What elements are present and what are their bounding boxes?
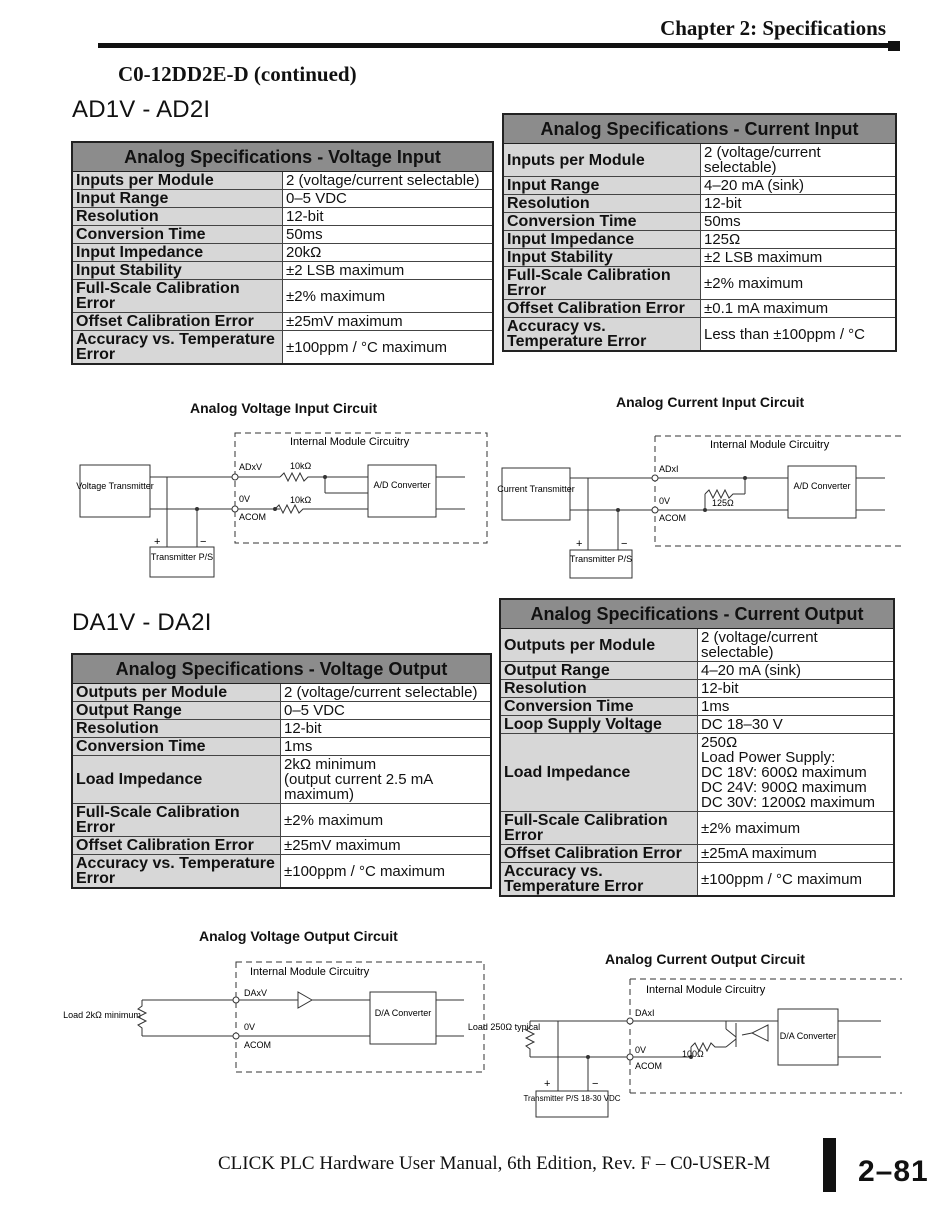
spec-value: 50ms: [701, 213, 897, 231]
spec-label: Resolution: [500, 680, 698, 698]
spec-label: Conversion Time: [503, 213, 701, 231]
spec-value: DC 18–30 V: [698, 716, 895, 734]
spec-value: 2 (voltage/current selectable): [698, 629, 895, 662]
spec-value: 12-bit: [701, 195, 897, 213]
vin-plus: +: [154, 536, 161, 548]
spec-value: ±100ppm / °C maximum: [698, 863, 895, 897]
spec-table-row: [500, 734, 894, 812]
current-input-spec-table: [502, 113, 897, 352]
spec-value: 0–5 VDC: [283, 190, 494, 208]
spec-table-row: [503, 300, 896, 318]
current-output-spec-table: [499, 598, 895, 897]
spec-table-row: [72, 244, 493, 262]
spec-label: Conversion Time: [72, 738, 281, 756]
vout-term-acom: ACOM: [244, 1040, 271, 1050]
cout-term-0v: 0V: [635, 1045, 647, 1055]
spec-table-title: Analog Specifications - Voltage Output: [72, 654, 491, 684]
spec-table-row: [72, 684, 491, 702]
vin-term-0v: 0V: [239, 494, 251, 504]
page-number-bar: [823, 1138, 836, 1192]
spec-label: Offset Calibration Error: [72, 313, 283, 331]
cin-term-0v: 0V: [659, 496, 671, 506]
spec-value: ±2 LSB maximum: [283, 262, 494, 280]
voltage-input-circuit-title: Analog Voltage Input Circuit: [190, 400, 378, 416]
vin-r1-label: 10kΩ: [290, 461, 312, 471]
cout-term-daxi: DAxI: [635, 1008, 655, 1018]
spec-value: 250Ω Load Power Supply: DC 18V: 600Ω maximum DC 24V: 900Ω maximum DC 30V: 1200Ω maximum: [698, 734, 895, 812]
spec-table-title: Analog Specifications - Current Input: [503, 114, 896, 144]
spec-table-row: [503, 267, 896, 300]
cout-internal-label: Internal Module Circuitry: [646, 984, 766, 996]
spec-value: ±2% maximum: [701, 267, 897, 300]
spec-table-row: [72, 804, 491, 837]
spec-value: Less than ±100ppm / °C: [701, 318, 897, 352]
spec-table-row: [503, 213, 896, 231]
cin-source-label: Current Transmitter: [497, 484, 575, 494]
cout-plus: +: [544, 1078, 551, 1090]
spec-value: 0–5 VDC: [281, 702, 492, 720]
header-rule-end: [888, 41, 900, 51]
spec-label: Accuracy vs. Temperature Error: [503, 318, 701, 352]
vout-internal-label: Internal Module Circuitry: [250, 966, 370, 978]
spec-value: 12-bit: [283, 208, 494, 226]
spec-table-title: Analog Specifications - Voltage Input: [72, 142, 493, 172]
spec-value: 1ms: [698, 698, 895, 716]
spec-value: 20kΩ: [283, 244, 494, 262]
spec-label: Offset Calibration Error: [72, 837, 281, 855]
spec-label: Inputs per Module: [503, 144, 701, 177]
spec-value: 12-bit: [281, 720, 492, 738]
spec-table-row: [503, 231, 896, 249]
spec-value: 4–20 mA (sink): [698, 662, 895, 680]
vin-term-adxv: ADxV: [239, 462, 263, 472]
spec-label: Resolution: [72, 208, 283, 226]
spec-table-row: [72, 172, 493, 190]
spec-value: 12-bit: [698, 680, 895, 698]
spec-label: Outputs per Module: [72, 684, 281, 702]
spec-label: Output Range: [500, 662, 698, 680]
cout-ps-label: Transmitter P/S 18-30 VDC: [523, 1094, 621, 1103]
spec-label: Accuracy vs. Temperature Error: [500, 863, 698, 897]
spec-table-row: [500, 716, 894, 734]
spec-table-row: [500, 863, 894, 897]
vin-ps-label: Transmitter P/S: [150, 552, 214, 562]
vin-r2-label: 10kΩ: [290, 495, 312, 505]
spec-label: Inputs per Module: [72, 172, 283, 190]
current-input-circuit-title: Analog Current Input Circuit: [616, 394, 805, 410]
spec-table-row: [500, 698, 894, 716]
page-number: 2–81: [858, 1155, 929, 1188]
spec-label: Input Range: [72, 190, 283, 208]
vin-source-label: Voltage Transmitter: [76, 481, 154, 491]
spec-value: 1ms: [281, 738, 492, 756]
spec-table-row: [72, 226, 493, 244]
spec-label: Loop Supply Voltage: [500, 716, 698, 734]
voltage-input-spec-table: [71, 141, 494, 365]
voltage-input-circuit-diagram: [70, 425, 490, 585]
spec-value: 2 (voltage/current selectable): [283, 172, 494, 190]
spec-value: ±2% maximum: [283, 280, 494, 313]
spec-value: 2 (voltage/current selectable): [281, 684, 492, 702]
cin-term-acom: ACOM: [659, 513, 686, 523]
cout-r1-label: 100Ω: [682, 1049, 704, 1059]
spec-label: Input Stability: [72, 262, 283, 280]
spec-table-row: [503, 177, 896, 195]
spec-table-row: [72, 720, 491, 738]
spec-table-row: [72, 837, 491, 855]
cin-plus: +: [576, 538, 583, 550]
vin-minus: −: [200, 536, 207, 548]
spec-table-row: [72, 702, 491, 720]
voltage-output-spec-table: [71, 653, 492, 889]
spec-value: 2 (voltage/current selectable): [701, 144, 897, 177]
spec-table-row: [500, 629, 894, 662]
spec-label: Resolution: [503, 195, 701, 213]
spec-table-row: [72, 208, 493, 226]
spec-table-row: [500, 845, 894, 863]
spec-label: Load Impedance: [500, 734, 698, 812]
spec-value: ±0.1 mA maximum: [701, 300, 897, 318]
voltage-output-circuit-diagram: [63, 958, 490, 1078]
spec-table-row: [72, 313, 493, 331]
section-title-input: AD1V - AD2I: [72, 96, 211, 123]
spec-label: Offset Calibration Error: [503, 300, 701, 318]
spec-value: ±100ppm / °C maximum: [283, 331, 494, 365]
spec-label: Conversion Time: [500, 698, 698, 716]
spec-label: Input Impedance: [503, 231, 701, 249]
cin-conv-label: A/D Converter: [793, 481, 851, 491]
spec-label: Accuracy vs. Temperature Error: [72, 855, 281, 889]
current-output-circuit-title: Analog Current Output Circuit: [605, 951, 805, 967]
cin-minus: −: [621, 538, 628, 550]
footer-text: CLICK PLC Hardware User Manual, 6th Edition, Rev. F – C0-USER-M: [218, 1153, 771, 1174]
header-rule: [98, 43, 890, 48]
spec-label: Offset Calibration Error: [500, 845, 698, 863]
spec-label: Full-Scale Calibration Error: [500, 812, 698, 845]
vout-load-label: Load 2kΩ minimum: [63, 1010, 141, 1020]
spec-value: ±100ppm / °C maximum: [281, 855, 492, 889]
spec-table-row: [72, 855, 491, 889]
spec-value: ±25mV maximum: [281, 837, 492, 855]
spec-table-row: [500, 812, 894, 845]
spec-table-row: [72, 262, 493, 280]
spec-table-row: [500, 680, 894, 698]
cout-load-label: Load 250Ω typical: [467, 1022, 541, 1032]
spec-table-row: [500, 662, 894, 680]
spec-value: ±2% maximum: [281, 804, 492, 837]
cin-internal-label: Internal Module Circuitry: [710, 439, 830, 451]
vin-conv-label: A/D Converter: [373, 480, 431, 490]
spec-table-title: Analog Specifications - Current Output: [500, 599, 894, 629]
spec-table-row: [72, 738, 491, 756]
spec-label: Accuracy vs. Temperature Error: [72, 331, 283, 365]
spec-value: ±25mV maximum: [283, 313, 494, 331]
spec-label: Resolution: [72, 720, 281, 738]
spec-value: 125Ω: [701, 231, 897, 249]
page-subtitle: C0-12DD2E-D (continued): [118, 62, 357, 86]
spec-table-row: [503, 318, 896, 352]
current-output-circuit-diagram: [467, 975, 906, 1120]
vin-term-acom: ACOM: [239, 512, 266, 522]
current-input-circuit-diagram: [497, 432, 910, 582]
chapter-header: Chapter 2: Specifications: [660, 16, 886, 40]
spec-value: 50ms: [283, 226, 494, 244]
spec-label: Full-Scale Calibration Error: [72, 280, 283, 313]
spec-table-row: [72, 190, 493, 208]
cout-minus: −: [592, 1078, 599, 1090]
spec-table-row: [503, 249, 896, 267]
vin-internal-label: Internal Module Circuitry: [290, 436, 410, 448]
spec-value: ±2 LSB maximum: [701, 249, 897, 267]
spec-label: Conversion Time: [72, 226, 283, 244]
spec-table-row: [503, 195, 896, 213]
spec-table-row: [503, 144, 896, 177]
spec-value: 2kΩ minimum (output current 2.5 mA maximum): [281, 756, 492, 804]
spec-label: Input Stability: [503, 249, 701, 267]
cin-term-adxi: ADxI: [659, 464, 679, 474]
spec-value: ±2% maximum: [698, 812, 895, 845]
spec-value: 4–20 mA (sink): [701, 177, 897, 195]
section-title-output: DA1V - DA2I: [72, 609, 212, 636]
spec-label: Full-Scale Calibration Error: [72, 804, 281, 837]
spec-label: Input Range: [503, 177, 701, 195]
spec-label: Full-Scale Calibration Error: [503, 267, 701, 300]
spec-table-row: [72, 756, 491, 804]
spec-label: Output Range: [72, 702, 281, 720]
spec-value: ±25mA maximum: [698, 845, 895, 863]
vout-term-daxv: DAxV: [244, 988, 268, 998]
vout-term-0v: 0V: [244, 1022, 256, 1032]
spec-label: Input Impedance: [72, 244, 283, 262]
cout-conv-label: D/A Converter: [779, 1031, 837, 1041]
spec-label: Outputs per Module: [500, 629, 698, 662]
spec-table-row: [72, 280, 493, 313]
cout-term-acom: ACOM: [635, 1061, 662, 1071]
voltage-output-circuit-title: Analog Voltage Output Circuit: [199, 928, 398, 944]
spec-label: Load Impedance: [72, 756, 281, 804]
spec-table-row: [72, 331, 493, 365]
cin-r1-label: 125Ω: [712, 498, 734, 508]
cin-ps-label: Transmitter P/S: [569, 554, 633, 564]
vout-conv-label: D/A Converter: [374, 1008, 432, 1018]
